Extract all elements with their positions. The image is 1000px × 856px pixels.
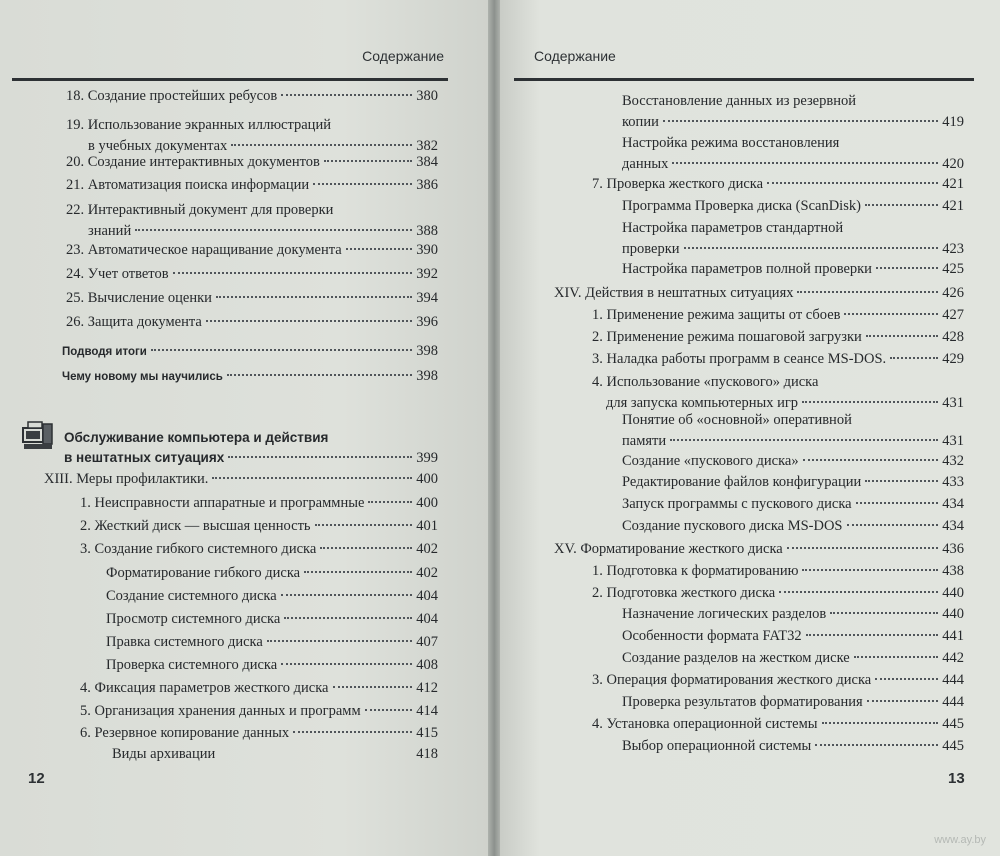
- toc-entry-title: 6. Резервное копирование данных: [80, 725, 290, 741]
- toc-entry-page: 434: [942, 496, 964, 512]
- toc-entry-title: 23. Автоматическое наращивание документа: [66, 242, 342, 258]
- leader-dots: [151, 349, 412, 351]
- toc-entry-page: 444: [942, 672, 964, 688]
- leader-dots: [365, 709, 413, 711]
- toc-entry-page: 396: [416, 314, 438, 330]
- toc-summary-entry: [62, 341, 438, 363]
- toc-entry-page: 442: [942, 650, 964, 666]
- toc-entry-page: 425: [942, 261, 964, 277]
- toc-entry-title-cont: знаний: [88, 223, 132, 239]
- toc-entry: [592, 349, 964, 370]
- leader-dots: [228, 456, 412, 458]
- leader-dots: [830, 612, 938, 614]
- toc-entry-title: 3. Наладка работы программ в сеансе MS-DOS.: [592, 351, 887, 367]
- toc-entry-title: 4. Использование «пускового» диска: [592, 374, 819, 390]
- toc-entry-page: 400: [416, 471, 438, 487]
- toc-entry-title: Чему новому мы научились: [62, 371, 223, 383]
- header-rule: [12, 78, 448, 81]
- computer-icon: [22, 420, 54, 450]
- toc-entry-title: Особенности формата FAT32: [622, 628, 802, 644]
- toc-entry: [80, 516, 438, 537]
- toc-entry: [622, 218, 964, 260]
- leader-dots: [890, 357, 938, 359]
- leader-dots: [313, 183, 412, 185]
- toc-entry-title: Настройка параметров стандартной: [622, 220, 844, 236]
- toc-entry: [106, 609, 438, 630]
- toc-entry-title: XIV. Действия в нештатных ситуациях: [554, 285, 794, 301]
- toc-entry-page: 401: [416, 518, 438, 534]
- leader-dots: [206, 320, 412, 322]
- toc-entry-title: 2. Подготовка жесткого диска: [592, 585, 776, 601]
- leader-dots: [670, 439, 938, 441]
- leader-dots: [227, 374, 412, 376]
- toc-entry-page: 445: [942, 716, 964, 732]
- toc-entry-page: 382: [416, 138, 438, 154]
- toc-entry-page: 400: [416, 495, 438, 511]
- toc-entry-title: 7. Проверка жесткого диска: [592, 176, 764, 192]
- toc-entry-title: Создание разделов на жестком диске: [622, 650, 850, 666]
- toc-entry-title: XV. Форматирование жесткого диска: [554, 541, 783, 557]
- toc-chapter-entry: [44, 469, 438, 490]
- toc-entry-title: 4. Фиксация параметров жесткого диска: [80, 680, 329, 696]
- toc-entry-page: 432: [942, 453, 964, 469]
- toc-entry-page: 441: [942, 628, 964, 644]
- leader-dots: [865, 204, 938, 206]
- toc-entry: [66, 288, 438, 309]
- toc-entry-title: 19. Использование экранных иллюстраций: [66, 117, 331, 133]
- toc-entry-title: Проверка системного диска: [106, 657, 278, 673]
- toc-entry-title: 3. Операция форматирования жесткого диска: [592, 672, 872, 688]
- left-page: [0, 0, 490, 856]
- toc-part-title: Обслуживание компьютера и действия: [64, 430, 329, 445]
- toc-entry-title: 3. Создание гибкого системного диска: [80, 541, 317, 557]
- toc-entry-page: 390: [416, 242, 438, 258]
- toc-entry: [66, 175, 438, 196]
- toc-entry-title-cont: копии: [622, 114, 659, 130]
- toc-entry: [66, 312, 438, 333]
- toc-entry-page: 398: [416, 343, 438, 359]
- toc-entry-title-cont: данных: [622, 156, 669, 172]
- toc-entry: [592, 561, 964, 582]
- toc-entry: [106, 586, 438, 607]
- toc-entry-page: 421: [942, 198, 964, 214]
- toc-entry: [622, 736, 964, 757]
- leader-dots: [844, 313, 938, 315]
- toc-entry-page: 404: [416, 588, 438, 604]
- toc-entry-title: Восстановление данных из резервной: [622, 93, 856, 109]
- toc-entry-page: 427: [942, 307, 964, 323]
- right-page: [500, 0, 1000, 856]
- leader-dots: [867, 700, 939, 702]
- leader-dots: [284, 617, 412, 619]
- toc-entry-title: Правка системного диска: [106, 634, 263, 650]
- toc-entry: [592, 174, 964, 195]
- toc-entry-title: Настройка режима восстановления: [622, 135, 840, 151]
- leader-dots: [856, 502, 939, 504]
- leader-dots: [876, 267, 938, 269]
- toc-entry-page: 436: [942, 541, 964, 557]
- toc-entry: [622, 626, 964, 647]
- toc-entry-title: 20. Создание интерактивных документов: [66, 154, 320, 170]
- leader-dots: [767, 182, 938, 184]
- toc-entry: [80, 723, 438, 744]
- toc-entry: [592, 714, 964, 735]
- leader-dots: [216, 296, 412, 298]
- toc-chapter-entry: [554, 539, 964, 560]
- toc-entry: [592, 583, 964, 604]
- toc-entry-page: 440: [942, 606, 964, 622]
- toc-entry-page: 445: [942, 738, 964, 754]
- toc-part-title-cont: в нештатных ситуациях: [64, 450, 225, 465]
- toc-entry-page: 428: [942, 329, 964, 345]
- leader-dots: [779, 591, 938, 593]
- toc-entry: [66, 115, 438, 157]
- toc-entry-title: 1. Неисправности аппаратные и программные: [80, 495, 365, 511]
- leader-space: [219, 752, 412, 754]
- toc-entry: [66, 240, 438, 261]
- toc-entry-title: Выбор операционной системы: [622, 738, 812, 754]
- leader-dots: [684, 247, 939, 249]
- toc-entry-page: 394: [416, 290, 438, 306]
- toc-entry-page: 415: [416, 725, 438, 741]
- toc-entry-title: 24. Учет ответов: [66, 266, 169, 282]
- toc-entry: [80, 493, 438, 514]
- toc-entry: [66, 86, 438, 107]
- toc-entry-page: 421: [942, 176, 964, 192]
- toc-entry-title: XIII. Меры профилактики.: [44, 471, 209, 487]
- leader-dots: [281, 594, 413, 596]
- toc-entry-title: Виды архивации: [112, 746, 216, 762]
- toc-entry-title: Программа Проверка диска (ScanDisk): [622, 198, 861, 214]
- toc-entry-page: 434: [942, 518, 964, 534]
- leader-dots: [368, 501, 412, 503]
- toc-entry-page: 384: [416, 154, 438, 170]
- toc-entry: [622, 648, 964, 669]
- toc-entry-page: 398: [416, 368, 438, 384]
- page-number: 13: [948, 770, 965, 787]
- toc-entry-page: 429: [942, 351, 964, 367]
- toc-entry: [622, 516, 964, 537]
- leader-dots: [806, 634, 939, 636]
- toc-entry-page: 399: [416, 450, 438, 466]
- toc-entry: [622, 451, 964, 472]
- toc-entry-title: Просмотр системного диска: [106, 611, 281, 627]
- toc-summary-entry: [62, 366, 438, 388]
- toc-entry-page: 392: [416, 266, 438, 282]
- toc-entry: [622, 604, 964, 625]
- leader-dots: [802, 401, 938, 403]
- toc-entry-title: Запуск программы с пускового диска: [622, 496, 852, 512]
- leader-dots: [797, 291, 938, 293]
- toc-entry: [80, 678, 438, 699]
- leader-dots: [281, 663, 412, 665]
- toc-entry-title: Настройка параметров полной проверки: [622, 261, 872, 277]
- leader-dots: [875, 678, 938, 680]
- toc-entry: [622, 196, 964, 217]
- leader-dots: [315, 524, 413, 526]
- toc-entry-title: Редактирование файлов конфигурации: [622, 474, 862, 490]
- toc-entry: [80, 539, 438, 560]
- toc-entry: [66, 152, 438, 173]
- toc-entry: [622, 133, 964, 175]
- toc-entry: [622, 91, 964, 133]
- toc-entry: [622, 692, 964, 713]
- toc-entry-title: 2. Жесткий диск — высшая ценность: [80, 518, 311, 534]
- toc-entry-page: 386: [416, 177, 438, 193]
- toc-entry-page: 438: [942, 563, 964, 579]
- toc-entry-page: 431: [942, 433, 964, 449]
- toc-entry-page: 433: [942, 474, 964, 490]
- leader-dots: [304, 571, 412, 573]
- leader-dots: [815, 744, 938, 746]
- toc-entry: [622, 494, 964, 515]
- toc-entry: [622, 472, 964, 493]
- toc-entry: [106, 655, 438, 676]
- toc-entry-page: 408: [416, 657, 438, 673]
- toc-entry-title-cont: памяти: [622, 433, 667, 449]
- toc-entry-page: 426: [942, 285, 964, 301]
- toc-entry-title: Создание пускового диска MS-DOS: [622, 518, 843, 534]
- toc-entry: [622, 259, 964, 280]
- leader-dots: [320, 547, 412, 549]
- toc-entry-page: 431: [942, 395, 964, 411]
- toc-entry-title: Подводя итоги: [62, 346, 147, 358]
- toc-entry: [622, 410, 964, 452]
- toc-entry-page: 440: [942, 585, 964, 601]
- toc-entry-page: 404: [416, 611, 438, 627]
- toc-entry-page: 402: [416, 565, 438, 581]
- toc-entry-page: 418: [416, 746, 438, 762]
- leader-dots: [231, 144, 412, 146]
- toc-entry-page: 423: [942, 241, 964, 257]
- leader-dots: [663, 120, 938, 122]
- leader-dots: [333, 686, 413, 688]
- leader-dots: [281, 94, 412, 96]
- toc-entry-title: 26. Защита документа: [66, 314, 202, 330]
- toc-chapter-entry: [554, 283, 964, 304]
- toc-entry-title-cont: в учебных документах: [88, 138, 228, 154]
- toc-entry-title: 21. Автоматизация поиска информации: [66, 177, 310, 193]
- toc-entry-title-cont: проверки: [622, 241, 680, 257]
- leader-dots: [847, 524, 939, 526]
- toc-entry-page: 412: [416, 680, 438, 696]
- leader-dots: [865, 480, 938, 482]
- toc-entry: [106, 632, 438, 653]
- leader-dots: [173, 272, 413, 274]
- toc-entry: [106, 563, 438, 584]
- leader-dots: [324, 160, 412, 162]
- toc-entry-title: 2. Применение режима пошаговой загрузки: [592, 329, 862, 345]
- toc-entry: [66, 264, 438, 285]
- toc-entry-page: 388: [416, 223, 438, 239]
- running-header: Содержание: [534, 48, 616, 64]
- running-header: Содержание: [362, 48, 444, 64]
- toc-entry: [592, 305, 964, 326]
- toc-entry: [592, 670, 964, 691]
- leader-dots: [803, 459, 939, 461]
- toc-part-entry: [64, 428, 438, 468]
- toc-entry-title: 1. Применение режима защиты от сбоев: [592, 307, 841, 323]
- leader-dots: [802, 569, 938, 571]
- toc-entry-title: Форматирование гибкого диска: [106, 565, 301, 581]
- toc-entry: [66, 200, 438, 242]
- page-number: 12: [28, 770, 45, 787]
- toc-entry-page: 414: [416, 703, 438, 719]
- toc-entry-title-cont: для запуска компьютерных игр: [606, 395, 799, 411]
- toc-entry-title: Создание «пускового диска»: [622, 453, 799, 469]
- toc-entry-title: 4. Установка операционной системы: [592, 716, 818, 732]
- toc-entry: [112, 744, 438, 765]
- leader-dots: [267, 640, 412, 642]
- leader-dots: [787, 547, 939, 549]
- leader-dots: [854, 656, 939, 658]
- header-rule: [514, 78, 974, 81]
- leader-dots: [212, 477, 412, 479]
- toc-entry-page: 444: [942, 694, 964, 710]
- toc-entry-title: Понятие об «основной» оперативной: [622, 412, 852, 428]
- toc-entry: [592, 327, 964, 348]
- toc-entry-page: 419: [942, 114, 964, 130]
- toc-entry-title: 5. Организация хранения данных и программ: [80, 703, 361, 719]
- toc-entry-title: Создание системного диска: [106, 588, 277, 604]
- watermark: www.ay.by: [934, 834, 986, 846]
- toc-entry-page: 402: [416, 541, 438, 557]
- toc-entry-title: Назначение логических разделов: [622, 606, 827, 622]
- toc-entry-title: 18. Создание простейших ребусов: [66, 88, 278, 104]
- leader-dots: [672, 162, 938, 164]
- toc-entry: [80, 701, 438, 722]
- toc-entry-page: 380: [416, 88, 438, 104]
- toc-entry-title: 22. Интерактивный документ для проверки: [66, 202, 334, 218]
- toc-entry-page: 407: [416, 634, 438, 650]
- toc-entry: [592, 372, 964, 414]
- leader-dots: [822, 722, 939, 724]
- leader-dots: [135, 229, 412, 231]
- toc-entry-page: 420: [942, 156, 964, 172]
- toc-entry-title: 1. Подготовка к форматированию: [592, 563, 799, 579]
- leader-dots: [293, 731, 412, 733]
- toc-entry-title: Проверка результатов форматирования: [622, 694, 863, 710]
- leader-dots: [346, 248, 413, 250]
- leader-dots: [866, 335, 938, 337]
- toc-entry-title: 25. Вычисление оценки: [66, 290, 212, 306]
